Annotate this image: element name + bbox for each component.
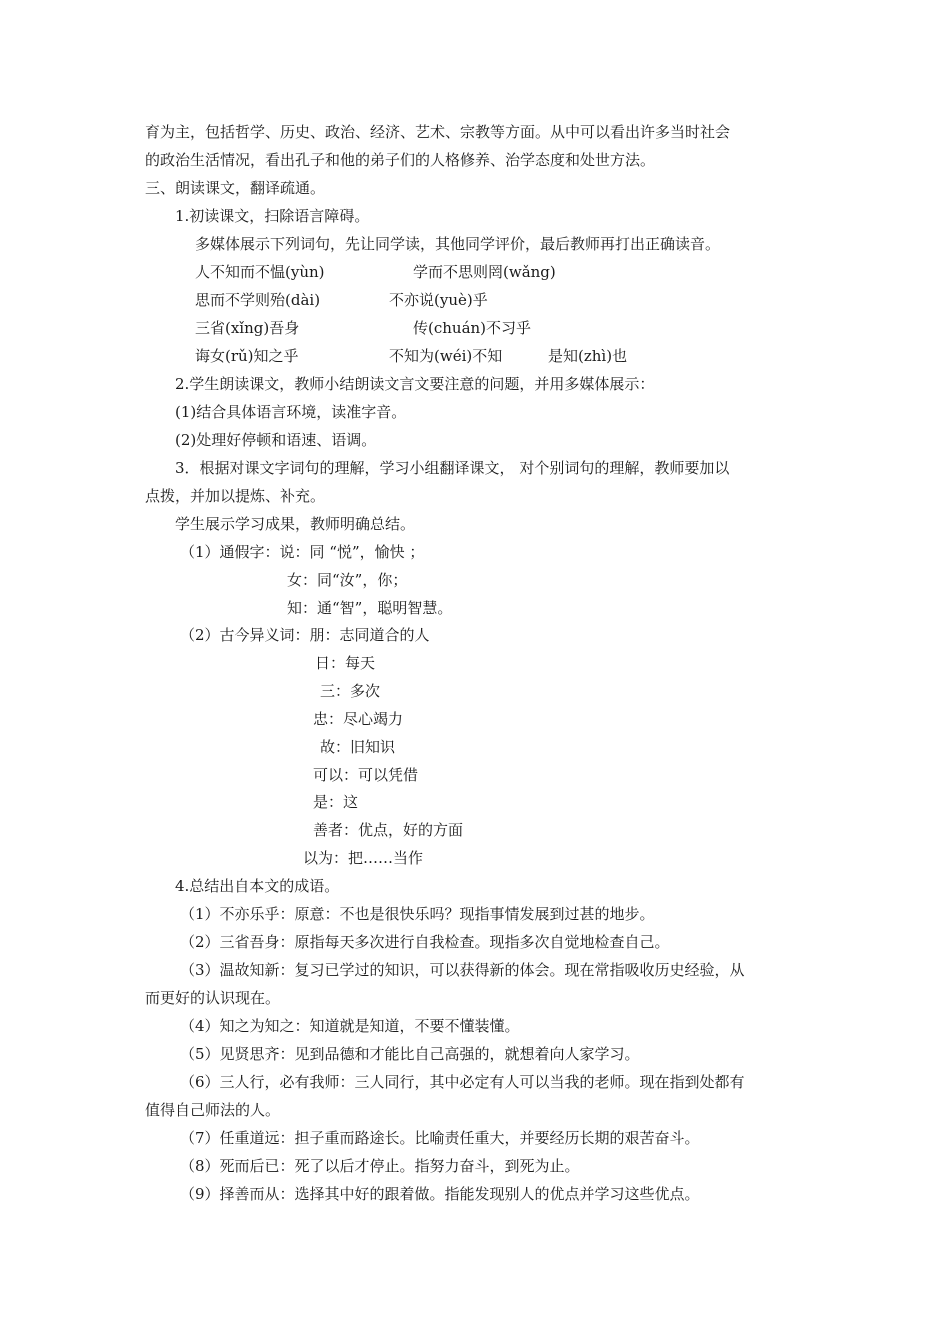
word-yun: 人不知而不愠(yùn) — [195, 263, 325, 281]
step-1-desc: 多媒体展示下列词句，先让同学读，其他同学评价，最后教师再打出正确读音。 — [195, 235, 721, 253]
step-2-point-2: (2)处理好停顿和语速、语调。 — [175, 431, 377, 449]
tongjia-2: 女：同“汝”，你； — [287, 571, 408, 589]
gujin-1: （2）古今异义词：朋：志同道合的人 — [180, 626, 430, 644]
idiom-6-line-1: （6）三人行，必有我师：三人同行，其中必定有人可以当我的老师。现在指到处都有 — [180, 1073, 745, 1091]
gujin-9: 以为：把……当作 — [303, 849, 424, 867]
idiom-1: （1）不亦乐乎：原意：不也是很快乐吗？现指事情发展到过甚的地步。 — [180, 905, 655, 923]
intro-line-2: 的政治生活情况，看出孔子和他的弟子们的人格修养、治学态度和处世方法。 — [145, 151, 656, 169]
gujin-8: 善者：优点，好的方面 — [313, 821, 464, 839]
gujin-5: 故：旧知识 — [320, 738, 396, 756]
idiom-2: （2）三省吾身：原指每天多次进行自我检查。现指多次自觉地检查自己。 — [180, 933, 670, 951]
idiom-8: （8）死而后已：死了以后才停止。指努力奋斗，到死为止。 — [180, 1157, 580, 1175]
idiom-3-line-2: 而更好的认识现在。 — [145, 989, 281, 1007]
tongjia-3: 知：通“智”，聪明智慧。 — [287, 599, 453, 617]
idiom-5: （5）见贤思齐：见到品德和才能比自己高强的，就想着向人家学习。 — [180, 1045, 640, 1063]
step-3-summary: 学生展示学习成果，教师明确总结。 — [175, 515, 416, 533]
intro-line-1: 育为主，包括哲学、历史、政治、经济、艺术、宗教等方面。从中可以看出许多当时社会 — [145, 123, 731, 141]
word-ru: 诲女(rǔ)知之乎 — [195, 347, 299, 365]
tongjia-1: （1）通假字：说：同 “悦”，愉快 ； — [180, 543, 425, 561]
step-3-line-1: 3．根据对课文字词句的理解，学习小组翻译课文， 对个别词句的理解，教师要加以 — [175, 459, 730, 477]
word-chuan: 传(chuán)不习乎 — [413, 319, 532, 337]
step-4-title: 4.总结出自本文的成语。 — [175, 877, 340, 895]
word-yue: 不亦说(yuè)乎 — [389, 291, 488, 309]
word-wang: 学而不思则罔(wǎng) — [413, 263, 556, 281]
idiom-3-line-1: （3）温故知新：复习已学过的知识，可以获得新的体会。现在常指吸收历史经验，从 — [180, 961, 745, 979]
word-zhi: 是知(zhì)也 — [548, 347, 628, 365]
word-dai: 思而不学则殆(dài) — [195, 291, 321, 309]
step-3-line-2: 点拨，并加以提炼、补充。 — [145, 487, 326, 505]
idiom-7: （7）任重道远：担子重而路途长。比喻责任重大，并要经历长期的艰苦奋斗。 — [180, 1129, 700, 1147]
step-1-title: 1.初读课文，扫除语言障碍。 — [175, 207, 370, 225]
gujin-3: 三：多次 — [320, 682, 381, 700]
idiom-6-line-2: 值得自己师法的人。 — [145, 1101, 281, 1119]
gujin-7: 是：这 — [313, 793, 359, 811]
section-3-heading: 三、朗读课文，翻译疏通。 — [145, 179, 326, 197]
word-wei: 不知为(wéi)不知 — [389, 347, 503, 365]
gujin-2: 日：每天 — [315, 654, 376, 672]
step-2-title: 2.学生朗读课文，教师小结朗读文言文要注意的问题，并用多媒体展示： — [175, 375, 655, 393]
gujin-4: 忠：尽心竭力 — [313, 710, 404, 728]
gujin-6: 可以：可以凭借 — [313, 766, 419, 784]
word-xing: 三省(xǐng)吾身 — [195, 319, 300, 337]
idiom-4: （4）知之为知之：知道就是知道，不要不懂装懂。 — [180, 1017, 520, 1035]
idiom-9: （9）择善而从：选择其中好的跟着做。指能发现别人的优点并学习这些优点。 — [180, 1185, 700, 1203]
step-2-point-1: (1)结合具体语言环境，读准字音。 — [175, 403, 407, 421]
